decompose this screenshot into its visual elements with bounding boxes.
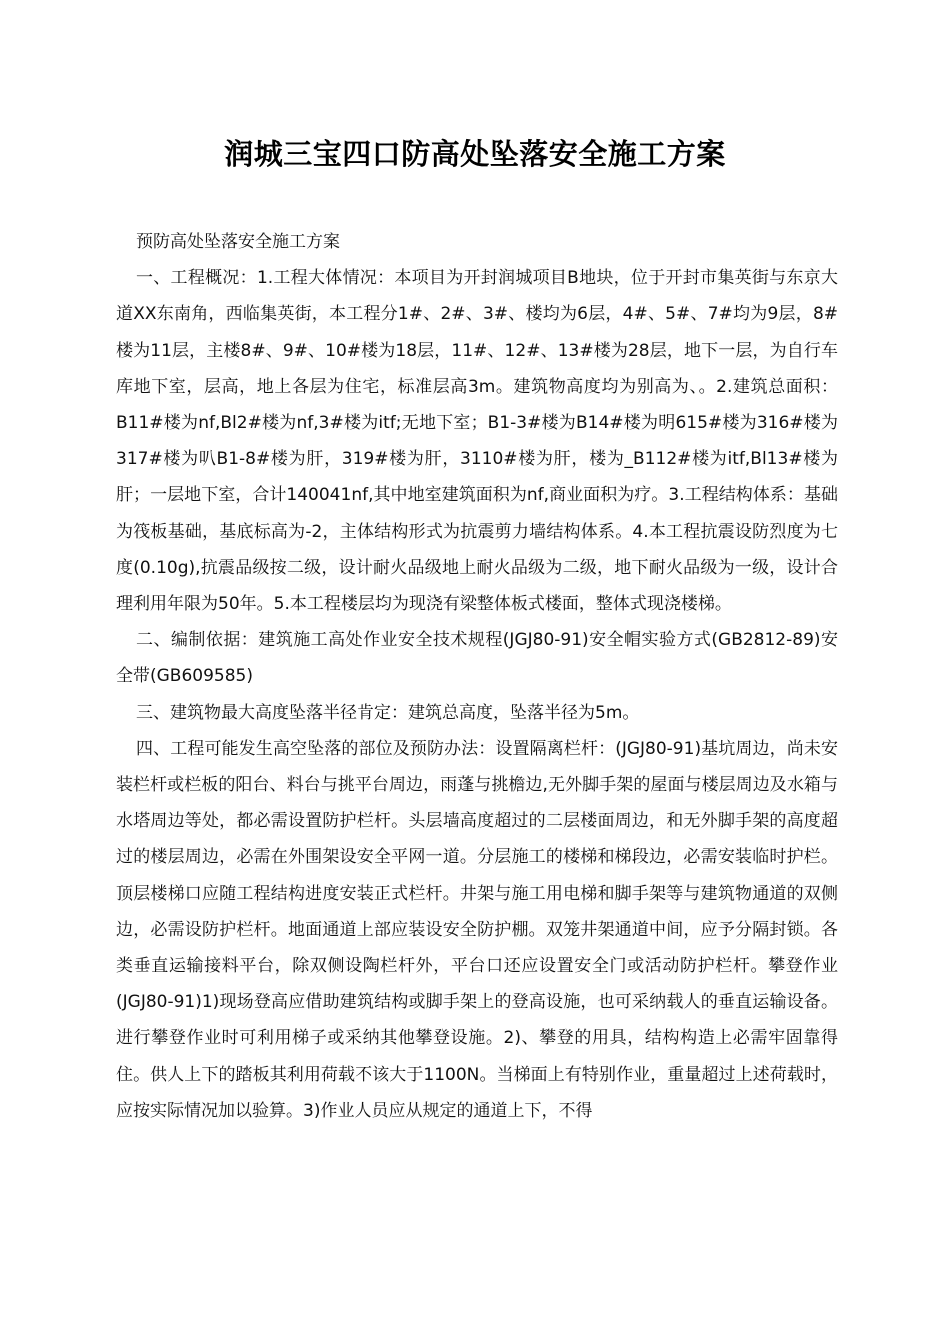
fall-prevention-paragraph: 四、工程可能发生高空坠落的部位及预防办法：设置隔离栏杆：(JGJ80-91)基坑周边，尚未安装栏杆或栏板的阳台、料台与挑平台周边，雨蓬与挑檐边,无外脚手架的屋面与楼层周边及水箱与水塔周边等处，都必需设置防护栏杆。头层墙高度超过的二层楼面周边，和无外脚手架的高度超过的楼层周边，必需在外围架设安全平网一道。分层施工的楼梯和梯段边，必需安装临时护栏。顶层楼梯口应随工程结构进度安装正式栏杆。井架与施工用电梯和脚手架等与建筑物通道的双侧边，必需设防护栏杆。地面通道上部应装设安全防护棚。双笼井架通道中间，应予分隔封锁。各类垂直运输接料平台，除双侧设陶栏杆外，平台口还应设置安全门或活动防护栏杆。攀登作业(JGJ80-91)1)现场登高应借助建筑结构或脚手架上的登高设施，也可采纳载人的垂直运输设备。进行攀登作业时可利用梯子或采纳其他攀登设施。2)、攀登的用具，结构构造上必需牢固靠得住。供人上下的踏板其利用荷载不该大于1100N。当梯面上有特别作业，重量超过上述荷载时，应按实际情况加以验算。3)作业人员应从规定的通道上下，不得 (116, 738, 838, 1121)
compilation-basis-paragraph: 二、编制依据：建筑施工高处作业安全技术规程(JGJ80-91)安全帽实验方式(GB2812-89)安全带(GB609585) (116, 630, 838, 687)
document-body (116, 224, 838, 1129)
project-overview-paragraph: 一、工程概况：1.工程大体情况：本项目为开封润城项目B地块，位于开封市集英街与东京大道XX东南角，西临集英街，本工程分1#、2#、3#、楼均为6层，4#、5#、7#均为9层，8#楼为11层，主楼8#、9#、10#楼为18层，11#、12#、13#楼为28层，地下一层，为自行车库地下室，层高，地上各层为住宅，标准层高3m。建筑物高度均为别高为、。2.建筑总面积：B11#楼为nf,Bl2#楼为nf,3#楼为itf;无地下室；B1-3#楼为B14#楼为明615#楼为316#楼为317#楼为叭B1-8#楼为肝，319#楼为肝，3110#楼为肝，楼为_B112#楼为itf,Bl13#楼为肝；一层地下室，合计140041nf,其中地室建筑面积为nf,商业面积为疗。3.工程结构体系：基础为筏板基础，基底标高为-2，主体结构形式为抗震剪力墙结构体系。4.本工程抗震设防烈度为七度(0.10g),抗震品级按二级，设计耐火品级地上耐火品级为二级，地下耐火品级为一级，设计合理利用年限为50年。5.本工程楼层均为现浇有梁整体板式楼面，整体式现浇楼梯。 (116, 268, 838, 615)
document-title: 润城三宝四口防高处坠落安全施工方案 (224, 137, 726, 171)
subtitle-paragraph: 预防高处坠落安全施工方案 (136, 232, 340, 252)
fall-radius-paragraph: 三、建筑物最大高度坠落半径肯定：建筑总高度，坠落半径为5m。 (136, 702, 640, 723)
